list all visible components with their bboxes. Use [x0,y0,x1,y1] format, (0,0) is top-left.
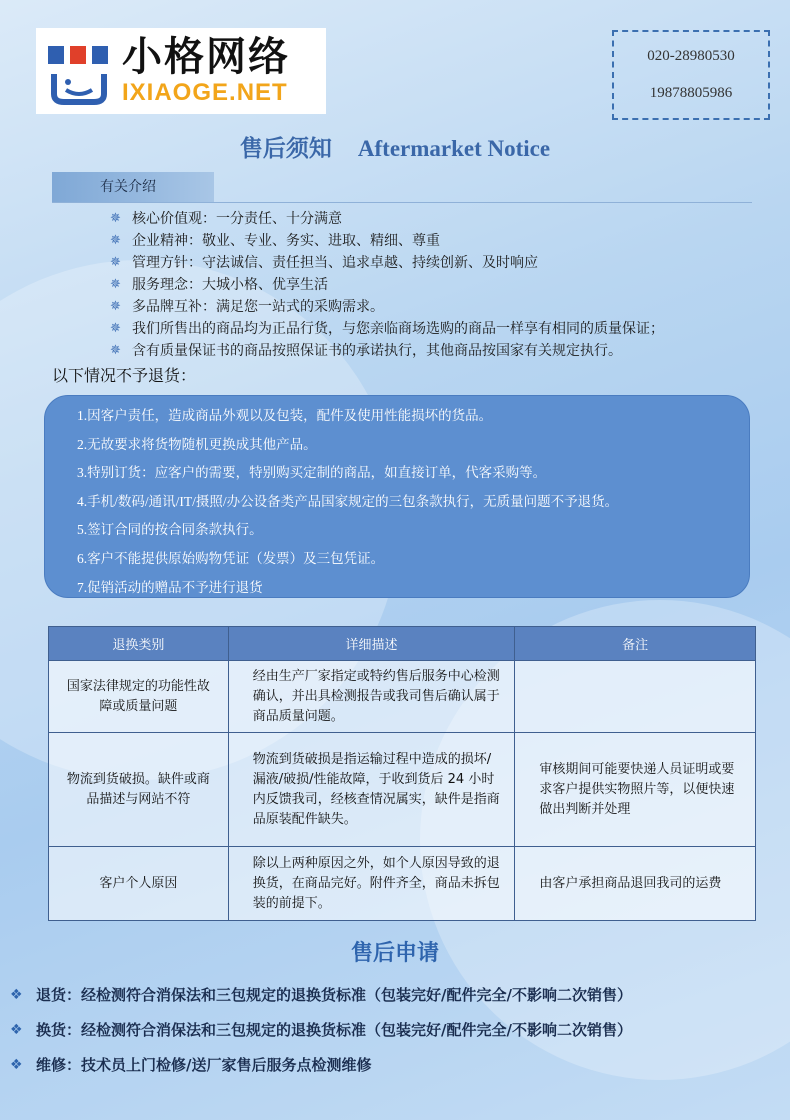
logo-cn-text: 小格网络 [122,34,290,80]
table-cell: 经由生产厂家指定或特约售后服务中心检测确认，并出具检测报告或我司售后确认属于商品质量问题。 [228,661,515,733]
list-item: ❖ 换货：经检测符合消保法和三包规定的退换货标准（包装完好/配件完全/不影响二次销售） [10,1017,780,1052]
page-title [0,130,790,163]
star-icon: ✵ [110,299,121,314]
return-policy-table [48,626,756,921]
list-item: 3.特别订货：应客户的需要，特别购买定制的商品，如直接订单，代客采购等。 [77,465,547,481]
column-header: 备注 [515,627,756,661]
title-en: Aftermarket Notice [357,136,551,161]
logo-icon [48,40,110,102]
star-icon: ✵ [110,321,121,336]
list-item: ✵ 管理方针：守法诚信、责任担当、追求卓越、持续创新、及时响应 [110,252,760,274]
list-item: ✵ 服务理念：大城小格、优享生活 [110,274,760,296]
star-icon: ✵ [110,343,121,358]
apply-title: 售后申请 [350,941,439,966]
list-item: 7.促销活动的赠品不予进行退货 [77,579,263,595]
title-cn: 售后须知 [239,136,332,161]
list-item: ✵ 企业精神：敬业、专业、务实、进取、精细、尊重 [110,230,760,252]
apply-list [10,982,780,1087]
diamond-icon: ❖ [10,1022,23,1038]
list-item: 1.因客户责任，造成商品外观以及包装，配件及使用性能损坏的货品。 [77,408,493,423]
diamond-icon: ❖ [10,987,23,1003]
table-cell: 除以上两种原因之外，如个人原因导致的退换货，在商品完好。附件齐全，商品未拆包装的前提下。 [228,847,515,921]
star-icon: ✵ [110,277,121,292]
star-icon: ✵ [110,233,121,248]
phone-number: 020-28980530 [647,48,735,64]
list-item: ✵ 含有质量保证书的商品按照保证书的承诺执行，其他商品按国家有关规定执行。 [110,340,760,362]
table-row [49,733,756,847]
table-cell: 国家法律规定的功能性故障或质量问题 [49,661,229,733]
table-row [49,661,756,733]
table-cell: 由客户承担商品退回我司的运费 [515,847,756,921]
company-logo [36,28,326,114]
contact-box [612,30,770,120]
phone-number: 19878805986 [649,85,733,101]
no-return-panel [44,395,750,598]
diamond-icon: ❖ [10,1057,23,1073]
logo-en-text: IXIAOGE.NET [122,79,288,106]
table-cell: 物流到货破损是指运输过程中造成的损坏/漏液/破损/性能故障，于收到货后 24 小时内反馈我司，经核查情况属实，缺件是指商品原装配件缺失。 [228,733,515,847]
table-cell: 客户个人原因 [49,847,229,921]
list-item: ✵ 核心价值观：一分责任、十分满意 [110,208,760,230]
no-return-heading: 以下情况不予退货： [52,366,197,385]
table-cell: 物流到货破损。缺件或商品描述与网站不符 [49,733,229,847]
list-item: 2.无故要求将货物随机更换成其他产品。 [77,436,317,452]
intro-list [110,208,760,362]
list-item: ❖ 维修：技术员上门检修/送厂家售后服务点检测维修 [10,1052,780,1087]
table-cell [515,661,756,733]
list-item: 6.客户不能提供原始购物凭证（发票）及三包凭证。 [77,550,385,566]
list-item: 4.手机/数码/通讯/IT/摄照/办公设备类产品国家规定的三包条款执行，无质量问题不予退货。 [77,493,619,509]
list-item: ✵ 我们所售出的商品均为正品行货，与您亲临商场选购的商品一样享有相同的质量保证； [110,318,760,340]
section-tab-intro: 有关介绍 [52,172,214,202]
column-header: 退换类别 [49,627,229,661]
list-item: 5.签订合同的按合同条款执行。 [77,522,263,538]
list-item: ✵ 多品牌互补：满足您一站式的采购需求。 [110,296,760,318]
star-icon: ✵ [110,211,121,226]
table-cell: 审核期间可能要快递人员证明或要求客户提供实物照片等，以便快速做出判断并处理 [515,733,756,847]
table-header-row [49,627,756,661]
list-item: ❖ 退货：经检测符合消保法和三包规定的退换货标准（包装完好/配件完全/不影响二次销售） [10,982,780,1017]
divider [52,202,752,203]
star-icon: ✵ [110,255,121,270]
table-row [49,847,756,921]
column-header: 详细描述 [228,627,515,661]
